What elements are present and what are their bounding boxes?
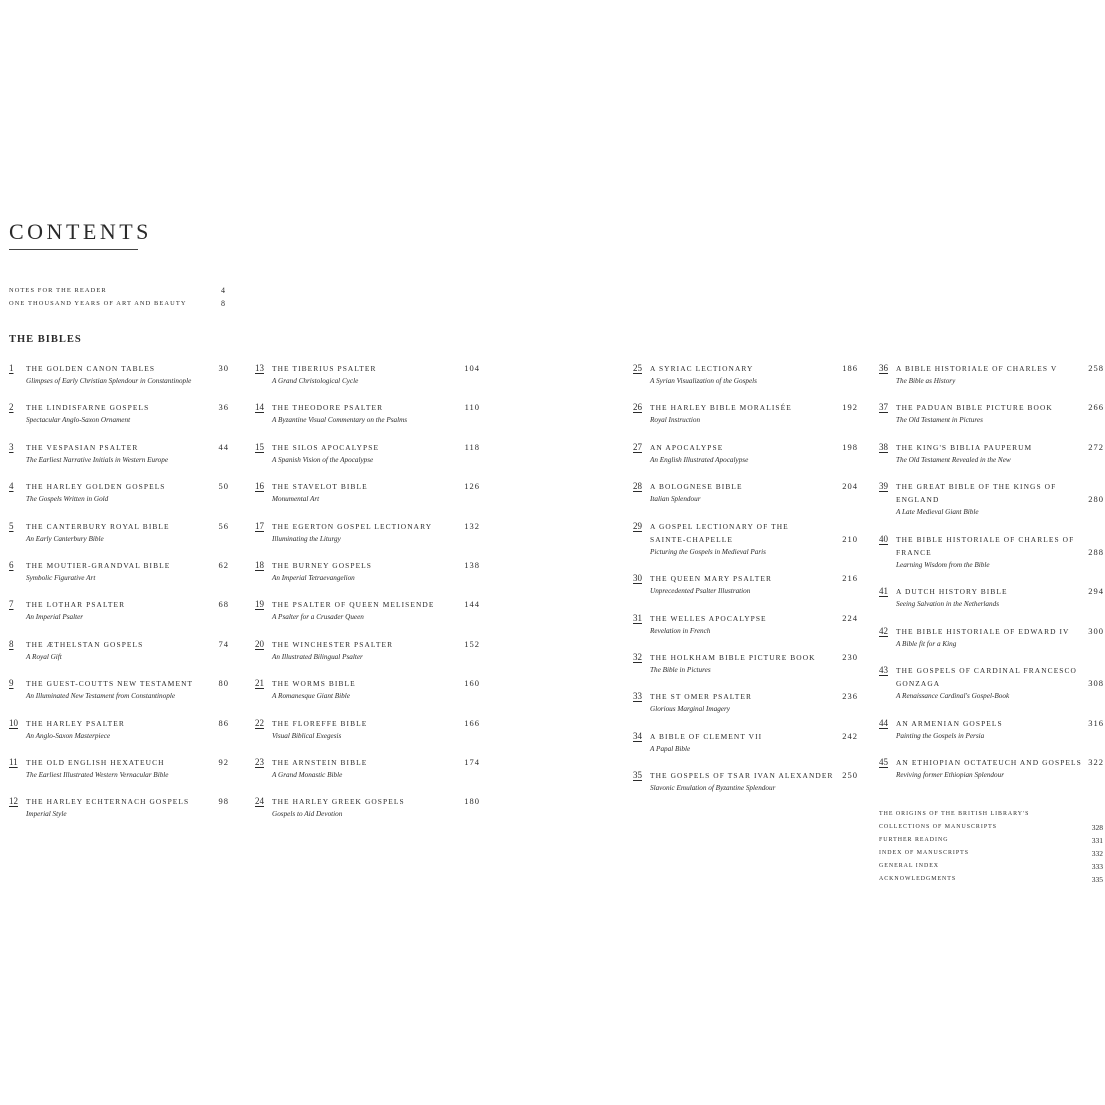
back-matter-list xyxy=(879,808,1103,886)
toc-entry[interactable] xyxy=(879,362,1104,388)
entry-subtitle: An Illuminated New Testament from Constantinople xyxy=(26,692,176,701)
entry-number: 17 xyxy=(255,520,264,531)
toc-entry[interactable] xyxy=(879,664,1104,703)
toc-entry[interactable] xyxy=(255,559,480,585)
entry-subtitle: Unprecedented Psalter Illustration xyxy=(650,587,751,596)
entry-page-number: 160 xyxy=(464,678,480,689)
entry-page-number: 242 xyxy=(842,730,858,741)
entry-title: THE HOLKHAM BIBLE PICTURE BOOK xyxy=(650,652,816,662)
contents-title: CONTENTS xyxy=(9,219,152,244)
toc-entry[interactable] xyxy=(255,795,480,821)
entry-title: THE ARNSTEIN BIBLE xyxy=(272,758,368,767)
entry-subtitle: A Syrian Visualization of the Gospels xyxy=(650,377,757,385)
entry-number: 11 xyxy=(9,757,18,767)
entry-number: 29 xyxy=(633,520,642,531)
entry-subtitle: A Psalter for a Crusader Queen xyxy=(272,613,364,622)
entry-subtitle: A Late Medieval Giant Bible xyxy=(896,508,979,517)
entry-number: 21 xyxy=(255,678,264,689)
entry-page-number: 280 xyxy=(1088,494,1104,505)
front-matter-label: ONE THOUSAND YEARS OF ART AND BEAUTY xyxy=(9,300,187,307)
entry-subtitle: An Illustrated Bilingual Psalter xyxy=(272,652,363,661)
entry-title: THE MOUTIER-GRANDVAL BIBLE xyxy=(26,561,171,570)
entry-subtitle: Learning Wisdom from the Bible xyxy=(896,560,990,569)
entry-subtitle: A Papal Bible xyxy=(650,744,691,753)
entry-title: THE KING'S BIBLIA PAUPERUM xyxy=(896,442,1033,452)
entry-page-number: 266 xyxy=(1088,402,1104,413)
entry-title: THE TIBERIUS PSALTER xyxy=(272,364,377,373)
entry-page-number: 230 xyxy=(842,651,858,662)
entry-title: THE HARLEY GOLDEN GOSPELS xyxy=(26,482,166,492)
entry-number: 23 xyxy=(255,757,264,767)
front-matter-label: NOTES FOR THE READER xyxy=(9,287,107,294)
back-matter-item[interactable] xyxy=(879,821,1103,834)
entry-number: 26 xyxy=(633,402,642,413)
entry-number: 13 xyxy=(255,363,264,373)
entry-number: 18 xyxy=(255,560,264,570)
toc-entry[interactable] xyxy=(633,690,858,716)
entry-title: A GOSPEL LECTIONARY OF THE SAINTE-CHAPELLE xyxy=(650,521,789,544)
entry-page-number: 98 xyxy=(218,796,229,807)
entry-title: A BOLOGNESE BIBLE xyxy=(650,482,743,492)
back-matter-item[interactable] xyxy=(879,873,1103,886)
back-matter-item[interactable] xyxy=(879,860,1103,873)
entry-title: THE THEODORE PSALTER xyxy=(272,403,384,413)
entry-number: 33 xyxy=(633,691,642,702)
entry-subtitle: A Grand Monastic Bible xyxy=(272,771,343,779)
toc-entry[interactable] xyxy=(9,638,229,664)
entry-page-number: 300 xyxy=(1088,625,1104,636)
entry-title: A SYRIAC LECTIONARY xyxy=(650,364,754,373)
entry-subtitle: The Old Testament Revealed in the New xyxy=(896,455,1011,464)
entry-title: THE EGERTON GOSPEL LECTIONARY xyxy=(272,521,433,531)
entry-subtitle: Revelation in French xyxy=(650,626,711,635)
entry-title: A DUTCH HISTORY BIBLE xyxy=(896,587,1008,597)
entry-page-number: 44 xyxy=(218,441,229,452)
entry-title: THE WINCHESTER PSALTER xyxy=(272,639,394,649)
entry-subtitle: A Romanesque Giant Bible xyxy=(272,692,350,701)
entry-number: 42 xyxy=(879,625,888,636)
entry-title: THE ÆTHELSTAN GOSPELS xyxy=(26,639,144,649)
entry-number: 36 xyxy=(879,363,888,373)
entry-page-number: 236 xyxy=(842,691,858,702)
back-matter-page: 328 xyxy=(1091,823,1103,832)
toc-entry[interactable] xyxy=(633,769,858,795)
entry-subtitle: Italian Splendour xyxy=(650,495,701,504)
entry-subtitle: Symbolic Figurative Art xyxy=(26,574,96,582)
entry-number: 38 xyxy=(879,441,888,452)
back-matter-label: INDEX OF MANUSCRIPTS xyxy=(879,850,970,856)
entry-number: 8 xyxy=(9,638,14,649)
entry-page-number: 104 xyxy=(464,363,480,373)
entry-subtitle: Reviving former Ethiopian Splendour xyxy=(896,770,1004,779)
entry-subtitle: A Spanish Vision of the Apocalypse xyxy=(272,455,374,464)
title-underline xyxy=(9,249,138,250)
back-matter-page: 332 xyxy=(1091,849,1103,858)
entry-title: THE LOTHAR PSALTER xyxy=(26,600,126,610)
entry-subtitle: Glorious Marginal Imagery xyxy=(650,705,730,714)
front-matter-page: 4 xyxy=(221,286,225,295)
entry-subtitle: An Imperial Tetraevangelion xyxy=(272,574,355,582)
toc-entry[interactable] xyxy=(633,572,858,598)
entry-page-number: 30 xyxy=(218,363,229,373)
back-matter-label: COLLECTIONS OF MANUSCRIPTS xyxy=(879,824,997,830)
toc-entry[interactable] xyxy=(879,401,1104,427)
entry-number: 15 xyxy=(255,441,264,452)
entry-subtitle: Imperial Style xyxy=(26,810,67,819)
entry-page-number: 144 xyxy=(464,599,480,610)
entry-number: 27 xyxy=(633,441,642,452)
back-matter-page: 331 xyxy=(1091,836,1103,845)
entry-title: THE BIBLE HISTORIALE OF CHARLES OF FRANCE xyxy=(896,534,1075,557)
entry-subtitle: An Anglo-Saxon Masterpiece xyxy=(26,731,111,740)
toc-entry[interactable] xyxy=(9,362,229,388)
entry-number: 1 xyxy=(9,363,14,373)
entry-page-number: 50 xyxy=(218,481,229,492)
toc-entry[interactable] xyxy=(255,756,480,782)
toc-entry[interactable] xyxy=(9,598,229,624)
entry-page-number: 132 xyxy=(464,520,480,531)
toc-entry[interactable] xyxy=(9,756,229,782)
entry-number: 28 xyxy=(633,481,642,492)
entry-number: 35 xyxy=(633,770,642,781)
toc-entry[interactable] xyxy=(879,480,1104,519)
entry-number: 37 xyxy=(879,402,888,413)
entry-title: THE PSALTER OF QUEEN MELISENDE xyxy=(272,600,435,610)
section-heading: THE BIBLES xyxy=(9,334,82,345)
entry-number: 43 xyxy=(879,665,888,675)
entry-subtitle: Monumental Art xyxy=(272,495,320,504)
toc-entry[interactable] xyxy=(255,362,480,388)
entry-number: 45 xyxy=(879,756,888,767)
entry-page-number: 192 xyxy=(842,402,858,413)
entry-number: 3 xyxy=(9,441,14,452)
toc-entry[interactable] xyxy=(255,441,480,467)
entry-page-number: 126 xyxy=(464,481,480,492)
entry-title: THE BIBLE HISTORIALE OF EDWARD IV xyxy=(896,626,1070,636)
entry-number: 25 xyxy=(633,363,642,373)
toc-entry[interactable] xyxy=(633,651,858,677)
entry-subtitle: Picturing the Gospels in Medieval Paris xyxy=(650,547,766,556)
toc-entry[interactable] xyxy=(9,559,229,585)
entry-subtitle: An Imperial Psalter xyxy=(26,613,84,622)
entry-title: THE GREAT BIBLE OF THE KINGS OF ENGLAND xyxy=(896,482,1057,505)
entry-page-number: 204 xyxy=(842,481,858,492)
front-matter-page: 8 xyxy=(221,299,225,308)
entry-subtitle: A Renaissance Cardinal's Gospel-Book xyxy=(896,692,1010,700)
entry-number: 40 xyxy=(879,533,888,544)
entry-page-number: 272 xyxy=(1088,441,1104,452)
entry-number: 39 xyxy=(879,481,888,492)
toc-entry[interactable] xyxy=(633,612,858,638)
entry-page-number: 118 xyxy=(464,441,480,452)
entry-page-number: 308 xyxy=(1088,678,1104,689)
entry-page-number: 138 xyxy=(464,560,480,570)
entry-title: THE BURNEY GOSPELS xyxy=(272,561,373,570)
entry-page-number: 62 xyxy=(218,560,229,570)
entry-title: THE ST OMER PSALTER xyxy=(650,692,753,702)
entry-number: 9 xyxy=(9,678,14,689)
toc-entry[interactable] xyxy=(255,598,480,624)
entry-number: 4 xyxy=(9,481,14,492)
entry-subtitle: Gospels to Aid Devotion xyxy=(272,810,343,819)
entry-title: AN APOCALYPSE xyxy=(650,442,724,452)
toc-entry[interactable] xyxy=(255,638,480,664)
entry-page-number: 294 xyxy=(1088,586,1104,597)
entry-subtitle: A Grand Christological Cycle xyxy=(272,377,359,385)
entry-number: 24 xyxy=(255,796,264,807)
front-matter-list xyxy=(9,284,225,310)
entry-title: THE QUEEN MARY PSALTER xyxy=(650,574,772,584)
entry-subtitle: Slavonic Emulation of Byzantine Splendour xyxy=(650,784,776,793)
entry-page-number: 186 xyxy=(842,363,858,373)
entry-page-number: 322 xyxy=(1088,756,1104,767)
entry-subtitle: Seeing Salvation in the Netherlands xyxy=(896,600,1000,609)
entry-number: 41 xyxy=(879,586,888,597)
entry-subtitle: The Bible as History xyxy=(896,377,956,385)
entry-title: AN ARMENIAN GOSPELS xyxy=(896,718,1003,728)
entry-page-number: 316 xyxy=(1088,717,1104,728)
toc-entry[interactable] xyxy=(633,362,858,388)
entry-subtitle: A Bible fit for a King xyxy=(896,639,957,648)
entry-title: THE WORMS BIBLE xyxy=(272,679,356,689)
entry-title: THE HARLEY GREEK GOSPELS xyxy=(272,797,405,807)
entry-title: THE PADUAN BIBLE PICTURE BOOK xyxy=(896,403,1053,413)
entry-title: THE HARLEY PSALTER xyxy=(26,718,125,728)
entry-subtitle: Royal Instruction xyxy=(650,416,701,425)
entry-number: 44 xyxy=(879,717,888,728)
back-matter-label: FURTHER READING xyxy=(879,837,949,843)
entry-title: THE GOSPELS OF CARDINAL FRANCESCO GONZAGA xyxy=(896,666,1077,688)
toc-entry[interactable] xyxy=(9,401,229,427)
entry-title: THE GOSPELS OF TSAR IVAN ALEXANDER xyxy=(650,771,834,781)
entry-page-number: 166 xyxy=(464,717,480,728)
toc-entry[interactable] xyxy=(879,441,1104,467)
entry-title: THE CANTERBURY ROYAL BIBLE xyxy=(26,521,170,531)
entry-number: 6 xyxy=(9,560,14,570)
entry-title: THE HARLEY ECHTERNACH GOSPELS xyxy=(26,797,190,807)
entry-page-number: 86 xyxy=(218,717,229,728)
entry-page-number: 258 xyxy=(1088,363,1104,373)
entry-subtitle: Illuminating the Liturgy xyxy=(272,534,341,543)
entry-number: 34 xyxy=(633,730,642,741)
entry-number: 22 xyxy=(255,717,264,728)
front-matter-item[interactable] xyxy=(9,297,225,310)
entry-number: 31 xyxy=(633,612,642,623)
entry-title: AN ETHIOPIAN OCTATEUCH AND GOSPELS xyxy=(896,757,1082,767)
toc-entry[interactable] xyxy=(9,795,229,821)
toc-entry[interactable] xyxy=(255,480,480,506)
entry-subtitle: The Earliest Narrative Initials in Western Europe xyxy=(26,455,169,464)
entry-number: 12 xyxy=(9,796,18,807)
entry-page-number: 198 xyxy=(842,441,858,452)
toc-entry[interactable] xyxy=(9,677,229,703)
entry-number: 19 xyxy=(255,599,264,610)
entry-subtitle: Painting the Gospels in Persia xyxy=(896,731,985,740)
toc-entry[interactable] xyxy=(879,585,1104,611)
entry-title: THE GOLDEN CANON TABLES xyxy=(26,364,156,373)
entry-title: THE SILOS APOCALYPSE xyxy=(272,442,380,452)
back-matter-item[interactable] xyxy=(879,808,1103,821)
toc-entry[interactable] xyxy=(633,730,858,756)
entry-title: A BIBLE OF CLEMENT VII xyxy=(650,731,763,741)
entry-subtitle: A Royal Gift xyxy=(26,652,62,661)
toc-entry[interactable] xyxy=(633,480,858,506)
toc-entry[interactable] xyxy=(633,520,858,559)
toc-entry[interactable] xyxy=(633,401,858,427)
front-matter-item[interactable] xyxy=(9,284,225,297)
entry-title: THE FLOREFFE BIBLE xyxy=(272,718,368,728)
back-matter-page: 335 xyxy=(1091,875,1103,884)
entry-subtitle: An Early Canterbury Bible xyxy=(26,534,104,543)
toc-entry[interactable] xyxy=(633,441,858,467)
toc-entry[interactable] xyxy=(879,756,1104,782)
entry-page-number: 174 xyxy=(464,757,480,767)
back-matter-page: 333 xyxy=(1091,862,1103,871)
entry-title: THE VESPASIAN PSALTER xyxy=(26,442,139,452)
entry-subtitle: The Earliest Illustrated Western Vernacular Bible xyxy=(26,771,169,779)
entry-title: THE OLD ENGLISH HEXATEUCH xyxy=(26,758,165,767)
toc-entry[interactable] xyxy=(9,717,229,743)
back-matter-label: ACKNOWLEDGMENTS xyxy=(879,876,957,882)
entry-page-number: 92 xyxy=(218,757,229,767)
toc-entry[interactable] xyxy=(255,401,480,427)
entry-subtitle: The Gospels Written in Gold xyxy=(26,495,109,504)
toc-entry[interactable] xyxy=(879,717,1104,743)
entry-page-number: 152 xyxy=(464,638,480,649)
entry-page-number: 56 xyxy=(218,520,229,531)
entry-title: THE GUEST-COUTTS NEW TESTAMENT xyxy=(26,679,194,689)
toc-entry[interactable] xyxy=(255,520,480,546)
entry-page-number: 224 xyxy=(842,612,858,623)
entry-page-number: 110 xyxy=(464,402,480,413)
entry-page-number: 210 xyxy=(842,533,858,544)
entry-number: 30 xyxy=(633,573,642,584)
entry-page-number: 74 xyxy=(218,638,229,649)
entry-page-number: 180 xyxy=(464,796,480,807)
entry-page-number: 216 xyxy=(842,573,858,584)
back-matter-label: GENERAL INDEX xyxy=(879,863,940,869)
entry-subtitle: Spectacular Anglo-Saxon Ornament xyxy=(26,416,131,425)
entry-page-number: 36 xyxy=(218,402,229,413)
entry-page-number: 250 xyxy=(842,770,858,781)
entry-subtitle: Glimpses of Early Christian Splendour in Constantinople xyxy=(26,377,192,385)
toc-entry[interactable] xyxy=(255,717,480,743)
back-matter-item[interactable] xyxy=(879,847,1103,860)
entry-number: 14 xyxy=(255,402,264,413)
toc-entry[interactable] xyxy=(255,677,480,703)
toc-entry[interactable] xyxy=(879,625,1104,651)
entry-number: 20 xyxy=(255,638,264,649)
entry-title: THE STAVELOT BIBLE xyxy=(272,482,368,492)
back-matter-item[interactable] xyxy=(879,834,1103,847)
entry-page-number: 80 xyxy=(218,678,229,689)
toc-entry[interactable] xyxy=(9,520,229,546)
entry-number: 5 xyxy=(9,520,14,531)
toc-entry[interactable] xyxy=(9,441,229,467)
entry-page-number: 68 xyxy=(218,599,229,610)
entry-subtitle: An English Illustrated Apocalypse xyxy=(650,455,749,464)
entry-number: 2 xyxy=(9,402,14,413)
entry-subtitle: The Bible in Pictures xyxy=(650,665,711,674)
entry-subtitle: The Old Testament in Pictures xyxy=(896,416,983,425)
entry-number: 10 xyxy=(9,717,18,728)
entry-subtitle: Visual Biblical Exegesis xyxy=(272,731,342,740)
entry-title: A BIBLE HISTORIALE OF CHARLES V xyxy=(896,364,1058,373)
entry-title: THE WELLES APOCALYPSE xyxy=(650,613,767,623)
back-matter-label: THE ORIGINS OF THE BRITISH LIBRARY'S xyxy=(879,811,1030,817)
entry-number: 7 xyxy=(9,599,14,610)
entry-subtitle: A Byzantine Visual Commentary on the Psalms xyxy=(272,416,408,425)
toc-entry[interactable] xyxy=(879,533,1104,572)
entry-page-number: 288 xyxy=(1088,546,1104,557)
entry-number: 16 xyxy=(255,481,264,492)
entry-title: THE LINDISFARNE GOSPELS xyxy=(26,403,150,413)
entry-number: 32 xyxy=(633,651,642,662)
toc-entry[interactable] xyxy=(9,480,229,506)
entry-title: THE HARLEY BIBLE MORALISÉE xyxy=(650,403,792,413)
